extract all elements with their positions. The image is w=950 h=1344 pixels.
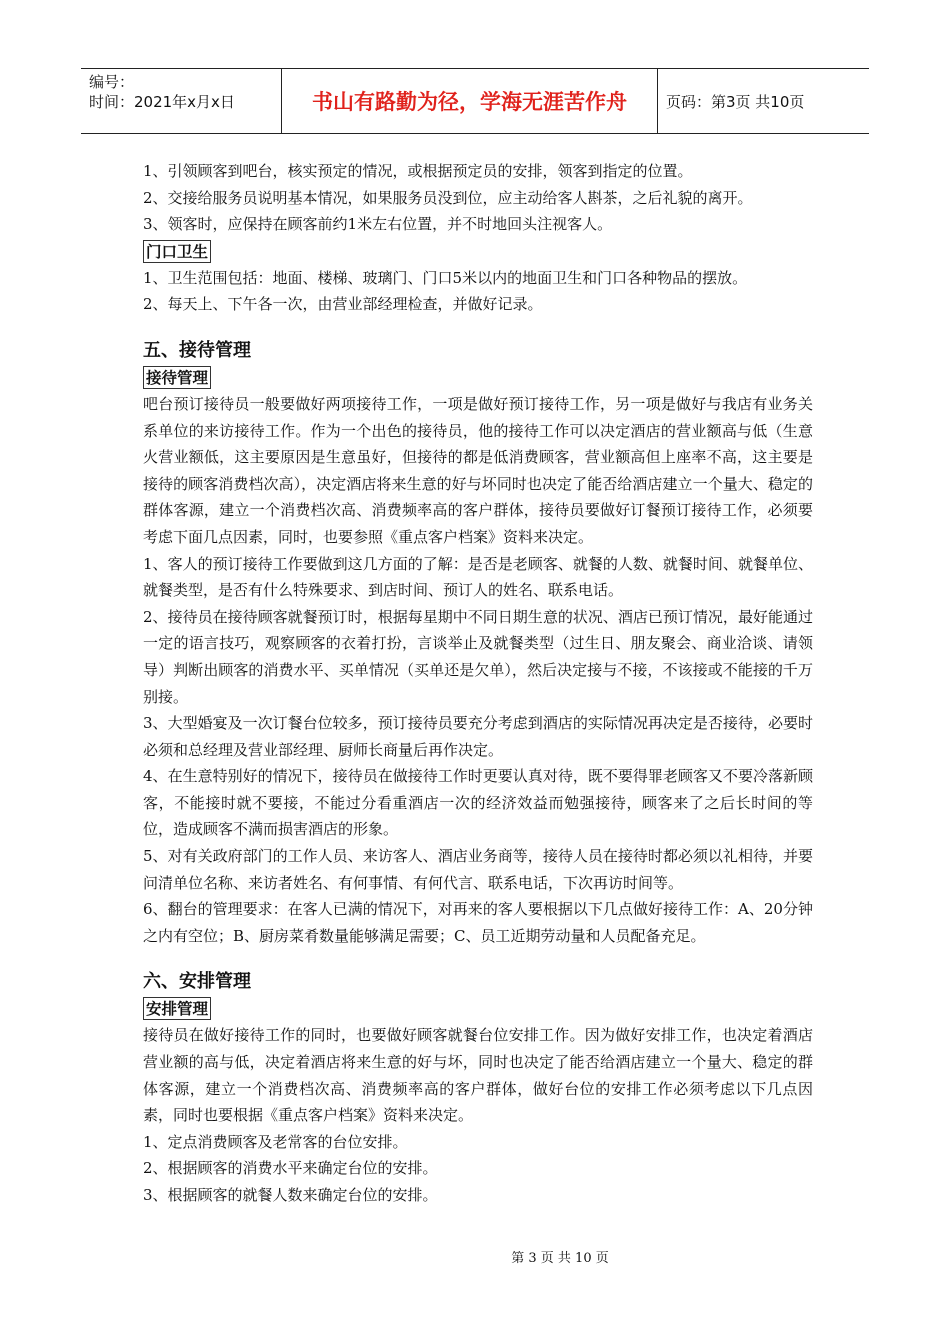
paragraph: 5、对有关政府部门的工作人员、来访客人、酒店业务商等，接待人员在接待时都必须以礼相待，并要问清单位名称、来访者姓名、有何事情、有何代言、联系电话，下次再访时间等。: [143, 847, 813, 892]
subheading-door-hygiene: 门口卫生: [143, 240, 211, 263]
paragraph: 6、翻台的管理要求：在客人已满的情况下，对再来的客人要根据以下几点做好接待工作：A、20分钟之内有空位；B、厨房菜肴数量能够满足需要；C、员工近期劳动量和人员配备充足。: [143, 900, 813, 945]
section-heading-reception: 五、接待管理: [143, 339, 251, 361]
paragraph: 1、定点消费顾客及老常客的台位安排。: [143, 1132, 408, 1151]
header-meta: [81, 69, 282, 133]
paragraph: 1、卫生范围包括：地面、楼梯、玻璃门、门口5米以内的地面卫生和门口各种物品的摆放。: [143, 268, 748, 287]
paragraph: 2、根据顾客的消费水平来确定台位的安排。: [143, 1159, 438, 1178]
paragraph: 吧台预订接待员一般要做好两项接待工作，一项是做好预订接待工作，另一项是做好与我店有业务关系单位的来访接待工作。作为一个出色的接待员，他的接待工作可以决定酒店的营业额高与低（生意火营业额低，这主要原因是生意虽好，但接待的都是低消费顾客，营业额高但上座率不高，这主要是接待的顾客消费档次高），决定酒店将来生意的好与坏同时也决定了能否给酒店建立一个量大、稳定的群体客源，建立一个消费档次高、消费频率高的客户群体，接待员要做好订餐预订接待工作，必须要考虑下面几点因素，同时，也要参照《重点客户档案》资料来决定。: [143, 394, 813, 546]
paragraph: 1、引领顾客到吧台，核实预定的情况，或根据预定员的安排，领客到指定的位置。: [143, 162, 693, 180]
paragraph: 4、在生意特别好的情况下，接待员在做接待工作时更要认真对待，既不要得罪老顾客又不要冷落新顾客，不能接时就不要接，不能过分看重酒店一次的经济效益而勉强接待，顾客来了之后长时间的等位，造成顾客不满而损害酒店的形象。: [143, 767, 813, 839]
paragraph: 2、交接给服务员说明基本情况，如果服务员没到位，应主动给客人斟茶，之后礼貌的离开。: [143, 188, 753, 207]
document-body: [143, 158, 813, 1209]
header-motto: 书山有路勤为径，学海无涯苦作舟: [282, 69, 658, 133]
page-footer: 第 3 页 共 10 页: [511, 1251, 609, 1266]
paragraph: 2、每天上、下午各一次，由营业部经理检查，并做好记录。: [143, 295, 543, 314]
header-page-number: 页码：第3页 共10页: [666, 92, 805, 111]
page-header: [81, 68, 869, 134]
time-label: 时间：2021年x月x日: [89, 93, 235, 111]
subheading-arrangement: 安排管理: [143, 997, 211, 1020]
paragraph: 接待员在做好接待工作的同时，也要做好顾客就餐台位安排工作。因为做好安排工作，也决定着酒店营业额的高与低，决定着酒店将来生意的好与坏，同时也决定了能否给酒店建立一个量大、稳定的群体客源，建立一个消费档次高、消费频率高的客户群体，做好台位的安排工作必须考虑以下几点因素，同时也要根据《重点客户档案》资料来决定。: [143, 1026, 813, 1125]
subheading-reception: 接待管理: [143, 366, 211, 389]
paragraph: 3、领客时，应保持在顾客前约1米左右位置，并不时地回头注视客人。: [143, 215, 613, 234]
paragraph: 3、根据顾客的就餐人数来确定台位的安排。: [143, 1186, 438, 1204]
paragraph: 2、接待员在接待顾客就餐预订时，根据每星期中不同日期生意的状况、酒店已预订情况，最好能通过一定的语言技巧，观察顾客的衣着打扮，言谈举止及就餐类型（过生日、朋友聚会、商业洽谈、请领导）判断出顾客的消费水平、买单情况（买单还是欠单），然后决定接与不接，不该接或不能接的千万别接。: [143, 607, 813, 706]
paragraph: 3、大型婚宴及一次订餐台位较多，预订接待员要充分考虑到酒店的实际情况再决定是否接待，必要时必须和总经理及营业部经理、厨师长商量后再作决定。: [143, 714, 813, 759]
section-heading-arrangement: 六、安排管理: [143, 971, 251, 993]
code-label: 编号：: [89, 73, 135, 91]
paragraph: 1、客人的预订接待工作要做到这几方面的了解：是否是老顾客、就餐的人数、就餐时间、就餐单位、就餐类型，是否有什么特殊要求、到店时间、预订人的姓名、联系电话。: [143, 554, 813, 600]
